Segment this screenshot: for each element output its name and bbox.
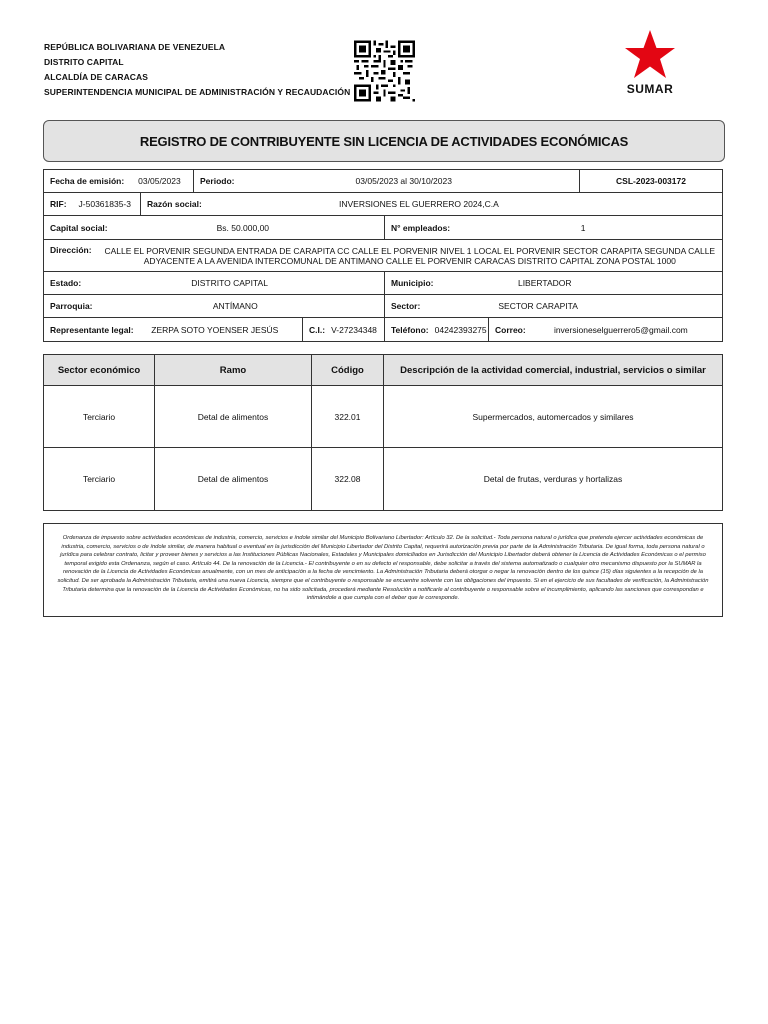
parroquia-label: Parroquia: bbox=[50, 301, 93, 311]
activities-table bbox=[43, 354, 723, 511]
sector-cell: Terciario bbox=[44, 448, 155, 510]
activities-header-row bbox=[44, 355, 722, 386]
periodo-label: Periodo: bbox=[200, 176, 235, 186]
razon-label: Razón social: bbox=[147, 199, 202, 209]
descripcion-cell: Detal de frutas, verduras y hortalizas bbox=[483, 474, 623, 484]
correo-value: inversioneselguerrero5@gmail.com bbox=[553, 324, 688, 335]
sumar-logo bbox=[620, 28, 680, 100]
capital-value: Bs. 50.000,00 bbox=[216, 222, 270, 233]
row-capital bbox=[44, 216, 722, 240]
row-rif bbox=[44, 193, 722, 216]
legal-notice: Ordenanza de impuesto sobre actividades económicas de industria, comercio, servicios e índole similar del Municipio Bolivariano Libertador: Artículo 32. De la solicitud.- Toda persona natural o jurídica que pretenda ejercer actividades económicas de industria, comercio, servicios o de índole similar, de manera habitual o eventual en la jurisdicción del Municipio Libertador del Distrito Capital, requerirá autorización previa por parte de la Administración Tributaria. De igual forma, toda persona natural o jurídica para celebrar contrato, licitar y proveer bienes y servicios a las Instituciones Públicas Nacionales, Estadales y Municipales domiciliados en Jurisdicción del Municipio Libertador deberá obtener la Licencia de Actividades Económicas o el permiso temporal exigido esta Ordenanza, según el caso. Artículo 44. De la renovación de la Licencia.- El contribuyente o en su defecto el responsable, debe solicitar a través del sistema automatizado o cualquier otro mecanismo dispuesto por la SUMAR la renovación de la Licencia de Actividades Económicas anualmente, con un mes de anticipación a la fecha de vencimiento. La Administración Tributaria deberá otorgar o negar la renovación dentro de los quince (15) días siguientes a la recepción de la solicitud. De ser aprobada la Administración Tributaria, emitirá una nueva Licencia, siempre que el contribuyente o responsable se encuentre solvente con las obligaciones del impuesto. Si en el ejercicio de sus facultades de verificación, la Administración Tributaria determina que la renovación de la Licencia de Actividades Económicas, no ha sido solicitada, procederá mediante Resolución a notificarle al contribuyente o responsable sobre el incumplimiento, aplicando las sanciones que correspondan e intimándole a que cumpla con el deber que le corresponde. bbox=[43, 523, 723, 617]
rif-value: J-50361835-3 bbox=[78, 199, 131, 209]
header-line-2: DISTRITO CAPITAL bbox=[44, 57, 124, 67]
estado-value: DISTRITO CAPITAL bbox=[191, 278, 268, 288]
col-codigo-header: Código bbox=[312, 355, 384, 385]
document-title: REGISTRO DE CONTRIBUYENTE SIN LICENCIA DE ACTIVIDADES ECONÓMICAS bbox=[43, 120, 725, 162]
empleados-value: 1 bbox=[580, 222, 586, 233]
row-dates bbox=[44, 170, 722, 193]
sector-cell: Terciario bbox=[44, 386, 155, 447]
municipio-label: Municipio: bbox=[391, 278, 434, 288]
correo-label: Correo: bbox=[495, 324, 526, 335]
direccion-value: CALLE EL PORVENIR SEGUNDA ENTRADA DE CARAPITA CC CALLE EL PORVENIR NIVEL 1 LOCAL EL PORVENIR SECTOR CARAPITA SEGUNDA CALLE ADYACENTE A LA AVENIDA INTERCOMUNAL DE ANTIMANO CALLE EL PORVENIR CARACAS DISTRITO CAPITAL ZONA POSTAL 1000 bbox=[104, 245, 716, 266]
col-ramo-header: Ramo bbox=[155, 355, 312, 385]
parroquia-value: ANTÍMANO bbox=[212, 301, 258, 311]
ci-label: C.I.: bbox=[309, 324, 326, 335]
col-descripcion-header: Descripción de la actividad comercial, industrial, servicios o similar bbox=[400, 364, 706, 376]
fecha-value: 03/05/2023 bbox=[138, 176, 181, 186]
col-sector-header: Sector económico bbox=[44, 355, 155, 385]
estado-label: Estado: bbox=[50, 278, 82, 288]
codigo-cell: 322.08 bbox=[312, 448, 384, 510]
row-estado bbox=[44, 272, 722, 295]
issuer-header bbox=[44, 40, 350, 100]
tel-value: 04242393275 bbox=[434, 324, 487, 335]
empleados-label: N° empleados: bbox=[391, 222, 451, 233]
logo-text: SUMAR bbox=[626, 82, 674, 96]
rif-label: RIF: bbox=[50, 199, 67, 209]
row-parroquia bbox=[44, 295, 722, 318]
razon-value: INVERSIONES EL GUERRERO 2024,C.A bbox=[338, 199, 499, 209]
table-row bbox=[44, 448, 722, 510]
direccion-label: Dirección: bbox=[50, 245, 92, 255]
registry-code: CSL-2023-003172 bbox=[616, 176, 686, 186]
star-icon bbox=[620, 28, 680, 82]
sector-value: SECTOR CARAPITA bbox=[498, 301, 578, 311]
header-line-4: SUPERINTENDENCIA MUNICIPAL DE ADMINISTRACIÓN Y RECAUDACIÓN bbox=[44, 87, 351, 97]
periodo-value: 03/05/2023 al 30/10/2023 bbox=[355, 176, 452, 186]
fecha-label: Fecha de emisión: bbox=[50, 176, 125, 186]
row-representante bbox=[44, 318, 722, 341]
municipio-value: LIBERTADOR bbox=[517, 278, 572, 288]
rep-value: ZERPA SOTO YOENSER JESÚS bbox=[151, 324, 279, 335]
sector-label: Sector: bbox=[391, 301, 421, 311]
ramo-cell: Detal de alimentos bbox=[155, 448, 312, 510]
rep-label: Representante legal: bbox=[50, 324, 134, 335]
ramo-cell: Detal de alimentos bbox=[155, 386, 312, 447]
table-row bbox=[44, 386, 722, 448]
codigo-cell: 322.01 bbox=[312, 386, 384, 447]
tel-label: Teléfono: bbox=[391, 324, 429, 335]
header-line-3: ALCALDÍA DE CARACAS bbox=[44, 72, 149, 82]
capital-label: Capital social: bbox=[50, 222, 108, 233]
header-line-1: REPÚBLICA BOLIVARIANA DE VENEZUELA bbox=[44, 42, 226, 52]
row-direccion bbox=[44, 240, 722, 272]
qr-code-icon bbox=[354, 40, 415, 102]
ci-value: V-27234348 bbox=[331, 324, 377, 335]
descripcion-cell: Supermercados, automercados y similares bbox=[472, 411, 634, 422]
taxpayer-info-table bbox=[43, 169, 723, 342]
